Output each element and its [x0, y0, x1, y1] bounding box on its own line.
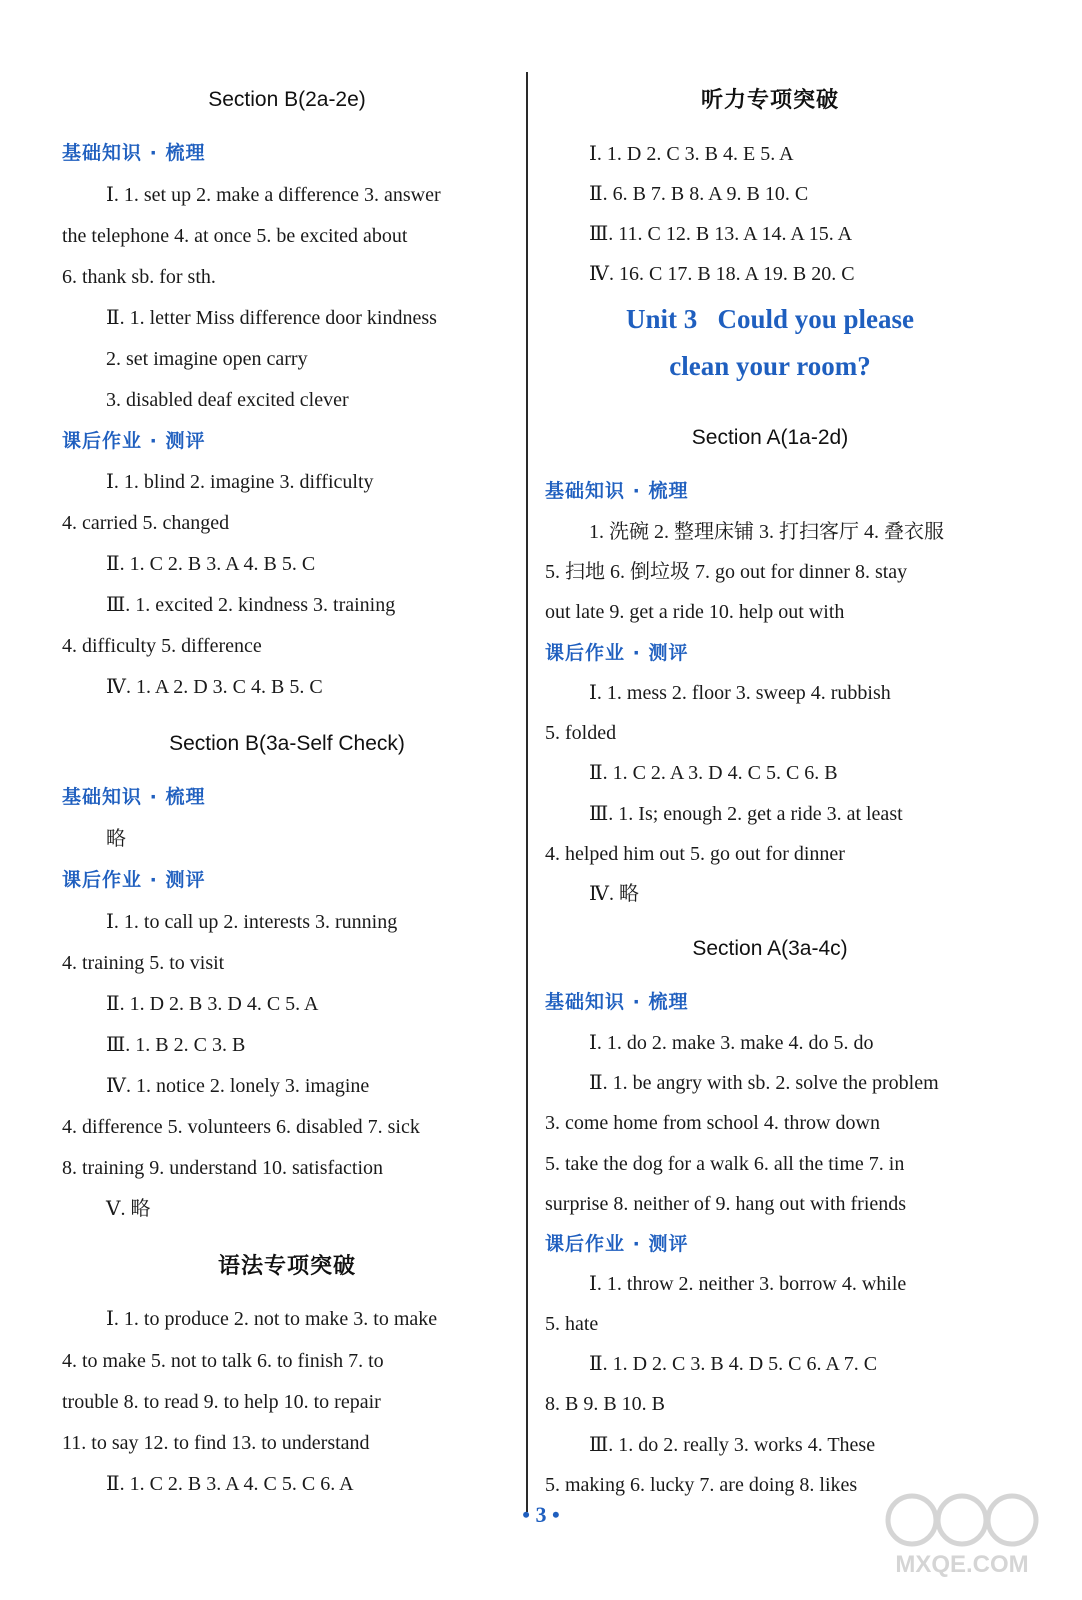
page-number: • 3 • — [522, 1502, 560, 1527]
answer-line: Ⅰ. 1. do 2. make 3. make 4. do 5. do — [589, 1032, 874, 1054]
answer-line: Ⅰ. 1. mess 2. floor 3. sweep 4. rubbish — [589, 682, 891, 704]
answer-line: 5. 扫地 6. 倒垃圾 7. go out for dinner 8. stay — [545, 561, 908, 583]
answer-line: Ⅰ. 1. set up 2. make a difference 3. answer — [106, 184, 441, 206]
label-basic-knowledge: 基础知识 · 梳理 — [545, 991, 689, 1013]
section-heading: 听力专项突破 — [700, 87, 839, 112]
answer-line: Ⅱ. 1. C 2. A 3. D 4. C 5. C 6. B — [589, 762, 838, 784]
watermark-text: MXQE.COM — [895, 1551, 1029, 1578]
section-heading: Section B(3a-Self Check) — [169, 732, 405, 755]
answer-line: Ⅰ. 1. to produce 2. not to make 3. to make — [106, 1308, 438, 1330]
answer-line: Ⅲ. 1. do 2. really 3. works 4. These — [589, 1434, 876, 1456]
answer-line: 略 — [106, 828, 126, 850]
label-homework: 课后作业 · 测评 — [62, 430, 206, 452]
section-heading: Section B(2a-2e) — [208, 88, 366, 111]
answer-line: 5. folded — [545, 722, 617, 744]
answer-line: Ⅳ. 1. notice 2. lonely 3. imagine — [106, 1075, 370, 1097]
answer-line: Ⅲ. 11. C 12. B 13. A 14. A 15. A — [589, 223, 853, 245]
answer-line: 4. training 5. to visit — [62, 952, 225, 974]
answer-line: Ⅱ. 1. C 2. B 3. A 4. C 5. C 6. A — [106, 1473, 354, 1495]
answer-line: Ⅱ. 1. letter Miss difference door kindness — [106, 307, 437, 329]
answer-line: out late 9. get a ride 10. help out with — [545, 601, 845, 623]
answer-line: Ⅴ. 略 — [106, 1198, 151, 1220]
watermark-logo — [872, 1480, 1052, 1580]
answer-line: 2. set imagine open carry — [106, 348, 308, 370]
section-heading: 语法专项突破 — [217, 1253, 356, 1278]
label-homework: 课后作业 · 测评 — [62, 869, 206, 891]
answer-line: 3. come home from school 4. throw down — [545, 1112, 880, 1134]
answer-line: Ⅱ. 1. D 2. B 3. D 4. C 5. A — [106, 993, 319, 1015]
answer-line: surprise 8. neither of 9. hang out with friends — [545, 1193, 907, 1215]
answer-line: 4. to make 5. not to talk 6. to finish 7. to — [62, 1350, 384, 1372]
unit-title: clean your room? — [669, 351, 871, 381]
answer-line: Ⅱ. 6. B 7. B 8. A 9. B 10. C — [589, 183, 809, 205]
answer-line: Ⅱ. 1. C 2. B 3. A 4. B 5. C — [106, 553, 316, 575]
answer-line: 8. training 9. understand 10. satisfaction — [62, 1157, 384, 1179]
label-homework: 课后作业 · 测评 — [545, 1233, 689, 1255]
label-homework: 课后作业 · 测评 — [545, 642, 689, 664]
column-divider — [526, 72, 528, 1512]
answer-line: 1. 洗碗 2. 整理床铺 3. 打扫客厅 4. 叠衣服 — [589, 521, 944, 543]
unit-title: Unit 3 Could you please — [625, 304, 915, 334]
answer-line: Ⅰ. 1. to call up 2. interests 3. running — [106, 911, 398, 933]
answer-line: Ⅱ. 1. D 2. C 3. B 4. D 5. C 6. A 7. C — [589, 1353, 878, 1375]
answer-line: Ⅰ. 1. D 2. C 3. B 4. E 5. A — [589, 143, 794, 165]
answer-line: 5. hate — [545, 1313, 599, 1335]
answer-line: Ⅳ. 略 — [589, 883, 639, 905]
answer-line: 6. thank sb. for sth. — [62, 266, 216, 288]
answer-line: 4. helped him out 5. go out for dinner — [545, 843, 845, 865]
label-basic-knowledge: 基础知识 · 梳理 — [62, 786, 206, 808]
answer-line: the telephone 4. at once 5. be excited about — [62, 225, 408, 247]
label-basic-knowledge: 基础知识 · 梳理 — [545, 480, 689, 502]
answer-line: Ⅲ. 1. excited 2. kindness 3. training — [106, 594, 396, 616]
label-basic-knowledge: 基础知识 · 梳理 — [62, 142, 206, 164]
answer-line: 5. making 6. lucky 7. are doing 8. likes — [545, 1474, 858, 1496]
answer-line: 4. difficulty 5. difference — [62, 635, 262, 657]
answer-line: 3. disabled deaf excited clever — [106, 389, 349, 411]
answer-line: 4. difference 5. volunteers 6. disabled 7. sick — [62, 1116, 420, 1138]
answer-line: Ⅳ. 16. C 17. B 18. A 19. B 20. C — [589, 263, 855, 285]
answer-line: 4. carried 5. changed — [62, 512, 230, 534]
answer-line: 11. to say 12. to find 13. to understand — [62, 1432, 370, 1454]
answer-line: trouble 8. to read 9. to help 10. to repair — [62, 1391, 381, 1413]
answer-line: Ⅱ. 1. be angry with sb. 2. solve the problem — [589, 1072, 939, 1094]
answer-line: Ⅲ. 1. Is; enough 2. get a ride 3. at least — [589, 803, 903, 825]
answer-line: 8. B 9. B 10. B — [545, 1393, 666, 1415]
answer-line: Ⅲ. 1. B 2. C 3. B — [106, 1034, 246, 1056]
answer-line: Ⅳ. 1. A 2. D 3. C 4. B 5. C — [106, 676, 323, 698]
answer-line: Ⅰ. 1. throw 2. neither 3. borrow 4. while — [589, 1273, 907, 1295]
answer-line: 5. take the dog for a walk 6. all the time 7. in — [545, 1153, 905, 1175]
section-heading: Section A(1a-2d) — [691, 426, 849, 449]
answer-line: Ⅰ. 1. blind 2. imagine 3. difficulty — [106, 471, 374, 493]
section-heading: Section A(3a-4c) — [692, 937, 848, 960]
